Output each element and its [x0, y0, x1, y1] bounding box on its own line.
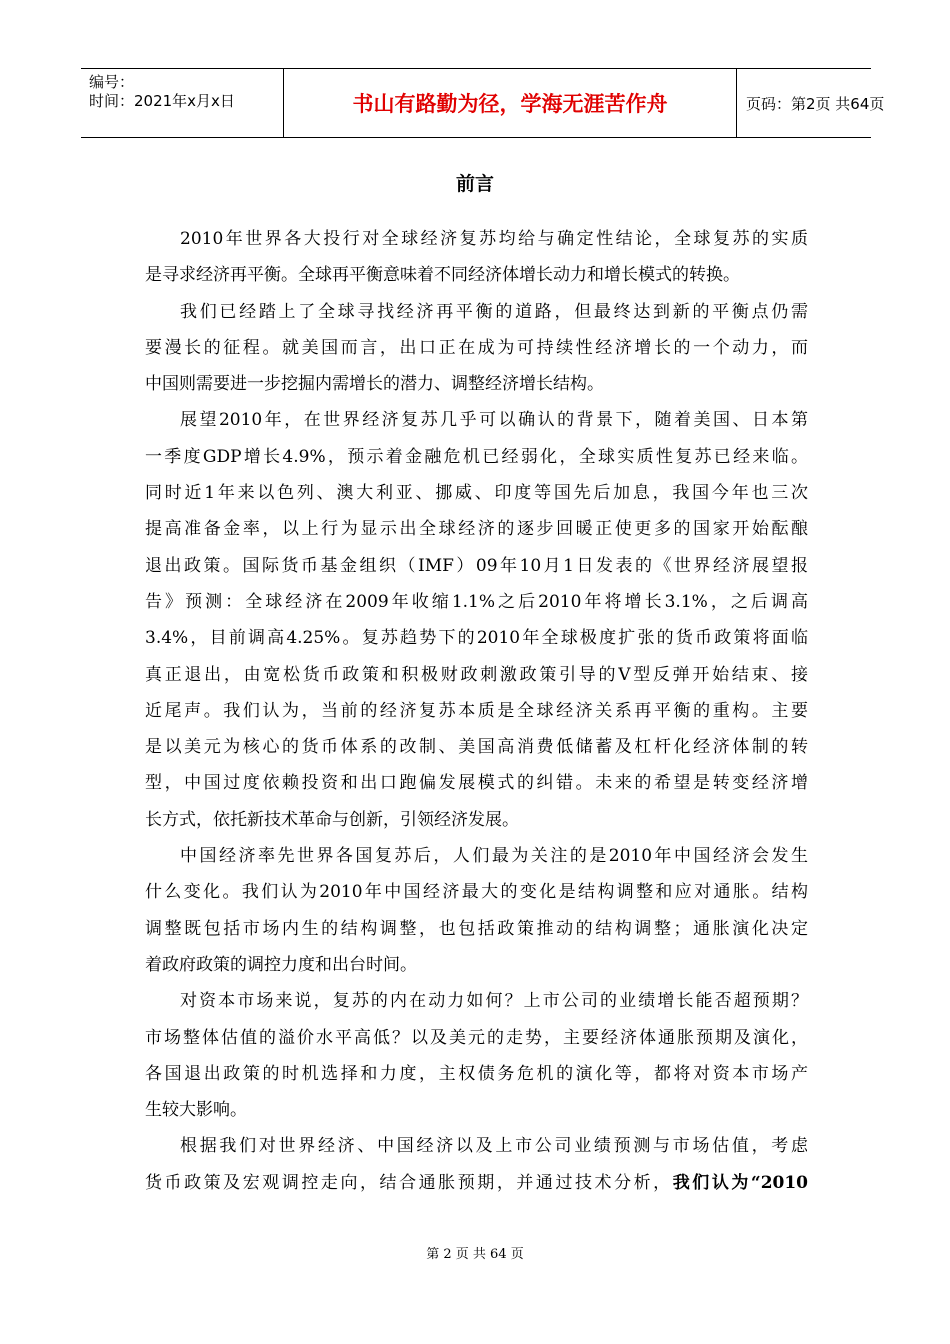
text-line: 同时近1年来以色列、澳大利亚、挪威、印度等国先后加息，我国今年也三次 [145, 483, 808, 504]
text-line-final-regular: 货币政策及宏观调控走向，结合通胀预期，并通过技术分析， [145, 1172, 673, 1193]
header-motto-cell [283, 69, 737, 137]
page-info: 页码：第2页 共64页 [746, 95, 885, 113]
page-footer: 第 2 页 共 64 页 [426, 1247, 524, 1262]
text-line: 近尾声。我们认为，当前的经济复苏本质是全球经济关系再平衡的重构。主要 [145, 700, 808, 721]
text-line: 提高准备金率，以上行为显示出全球经济的逐步回暖正使更多的国家开始酝酿 [145, 519, 808, 540]
text-line: 退出政策。国际货币基金组织（IMF）09年10月1日发表的《世界经济展望报 [145, 555, 808, 576]
text-line: 调整既包括市场内生的结构调整，也包括政策推动的结构调整；通胀演化决定 [145, 918, 808, 939]
text-line: 中国经济率先世界各国复苏后，人们最为关注的是2010年中国经济会发生 [180, 846, 808, 867]
text-line: 告》预测：全球经济在2009年收缩1.1%之后2010年将增长3.1%，之后调高 [145, 591, 808, 612]
text-line: 对资本市场来说，复苏的内在动力如何？上市公司的业绩增长能否超预期？ [180, 991, 808, 1012]
page-header [81, 68, 885, 138]
text-line: 什么变化。我们认为2010年中国经济最大的变化是结构调整和应对通胀。结构 [145, 882, 808, 903]
text-line: 各国退出政策的时机选择和力度，主权债务危机的演化等，都将对资本市场产 [145, 1063, 808, 1084]
header-left-cell [81, 69, 283, 137]
text-line-final-bold: 我们认为“2010 [672, 1172, 809, 1193]
text-line: 生较大影响。 [145, 1100, 247, 1121]
text-line: 一季度GDP增长4.9%，预示着金融危机已经弱化，全球实质性复苏已经来临。 [145, 446, 808, 467]
text-line: 2010年世界各大投行对全球经济复苏均给与确定性结论，全球复苏的实质 [180, 229, 808, 249]
text-line: 市场整体估值的溢价水平高低？以及美元的走势，主要经济体通胀预期及演化， [145, 1027, 808, 1048]
text-line: 真正退出，由宽松货币政策和积极财政刺激政策引导的V型反弹开始结束、接 [145, 664, 808, 685]
date-label: 时间：2021年x月x日 [89, 92, 235, 110]
header-motto: 书山有路勤为径，学海无涯苦作舟 [352, 92, 668, 116]
text-line: 着政府政策的调控力度和出台时间。 [145, 954, 417, 975]
text-line: 要漫长的征程。就美国而言，出口正在成为可持续性经济增长的一个动力，而 [145, 337, 808, 358]
page-title: 前言 [455, 173, 494, 195]
number-label: 编号： [89, 73, 135, 91]
text-line: 展望2010年，在世界经济复苏几乎可以确认的背景下，随着美国、日本第 [180, 410, 808, 431]
text-line: 我们已经踏上了全球寻找经济再平衡的道路，但最终达到新的平衡点仍需 [180, 301, 808, 322]
text-line: 3.4%，目前调高4.25%。复苏趋势下的2010年全球极度扩张的货币政策将面临 [145, 628, 808, 649]
header-right-cell [736, 69, 885, 137]
body-text [145, 221, 808, 1201]
text-line: 中国则需要进一步挖掘内需增长的潜力、调整经济增长结构。 [145, 374, 604, 395]
text-line: 是以美元为核心的货币体系的改制、美国高消费低储蓄及杠杆化经济体制的转 [145, 737, 808, 758]
text-line: 是寻求经济再平衡。全球再平衡意味着不同经济体增长动力和增长模式的转换。 [145, 265, 740, 286]
text-line-final [145, 1165, 808, 1201]
text-line: 长方式，依托新技术革命与创新，引领经济发展。 [145, 809, 519, 830]
text-line: 根据我们对世界经济、中国经济以及上市公司业绩预测与市场估值，考虑 [180, 1136, 808, 1157]
text-line: 型，中国过度依赖投资和出口跑偏发展模式的纠错。未来的希望是转变经济增 [145, 773, 808, 794]
